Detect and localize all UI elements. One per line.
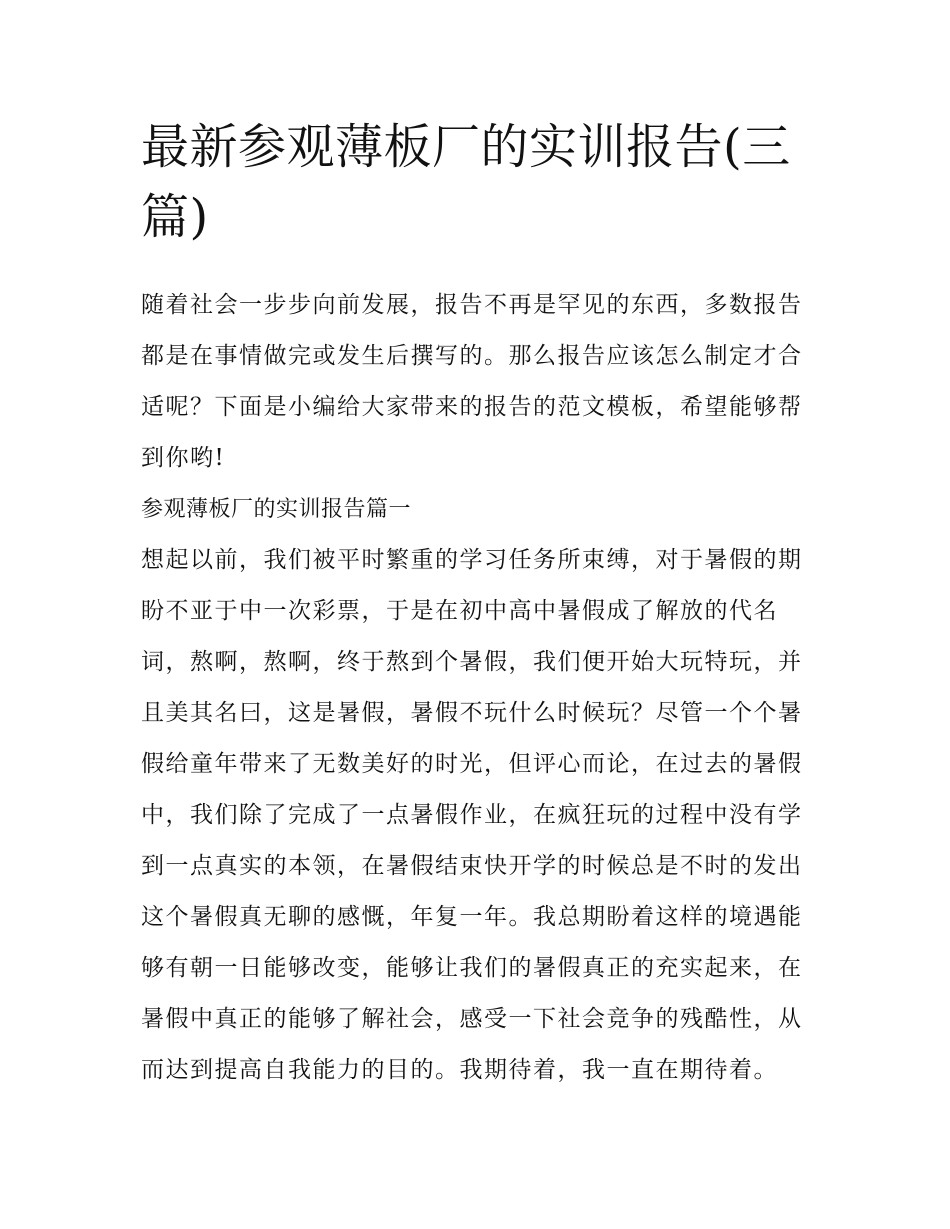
- intro-line: 随着社会一步步向前发展，报告不再是罕见的东西，多数报告: [141, 292, 803, 318]
- body-line: 中，我们除了完成了一点暑假作业，在疯狂玩的过程中没有学: [141, 802, 803, 828]
- title-line: 篇): [141, 189, 209, 245]
- body-line: 且美其名曰，这是暑假，暑假不玩什么时候玩？尽管一个个暑: [141, 700, 803, 726]
- intro-line: 都是在事情做完或发生后撰写的。那么报告应该怎么制定才合: [141, 343, 803, 369]
- document-title: [141, 112, 813, 252]
- body-paragraph: [141, 535, 813, 1096]
- body-line: 词，熬啊，熬啊，终于熬到个暑假，我们便开始大玩特玩，并: [141, 649, 803, 675]
- section-heading: 参观薄板厂的实训报告篇一: [141, 497, 412, 522]
- document-content: [141, 112, 813, 1096]
- body-line: 想起以前，我们被平时繁重的学习任务所束缚，对于暑假的期: [141, 547, 803, 573]
- body-line: 而达到提高自我能力的目的。我期待着，我一直在期待着。: [141, 1057, 778, 1083]
- intro-line: 到你哟!: [141, 445, 226, 471]
- intro-paragraph: [141, 280, 813, 484]
- body-line: 暑假中真正的能够了解社会，感受一下社会竞争的残酷性，从: [141, 1006, 803, 1032]
- body-line: 够有朝一日能够改变，能够让我们的暑假真正的充实起来，在: [141, 955, 803, 981]
- body-line: 这个暑假真无聊的感慨，年复一年。我总期盼着这样的境遇能: [141, 904, 803, 930]
- body-line: 盼不亚于中一次彩票，于是在初中高中暑假成了解放的代名: [141, 598, 778, 624]
- intro-line: 适呢？下面是小编给大家带来的报告的范文模板，希望能够帮: [141, 394, 803, 420]
- body-line: 假给童年带来了无数美好的时光，但评心而论，在过去的暑假: [141, 751, 803, 777]
- body-line: 到一点真实的本领，在暑假结束快开学的时候总是不时的发出: [141, 853, 803, 879]
- title-line: 最新参观薄板厂的实训报告(三: [141, 119, 791, 175]
